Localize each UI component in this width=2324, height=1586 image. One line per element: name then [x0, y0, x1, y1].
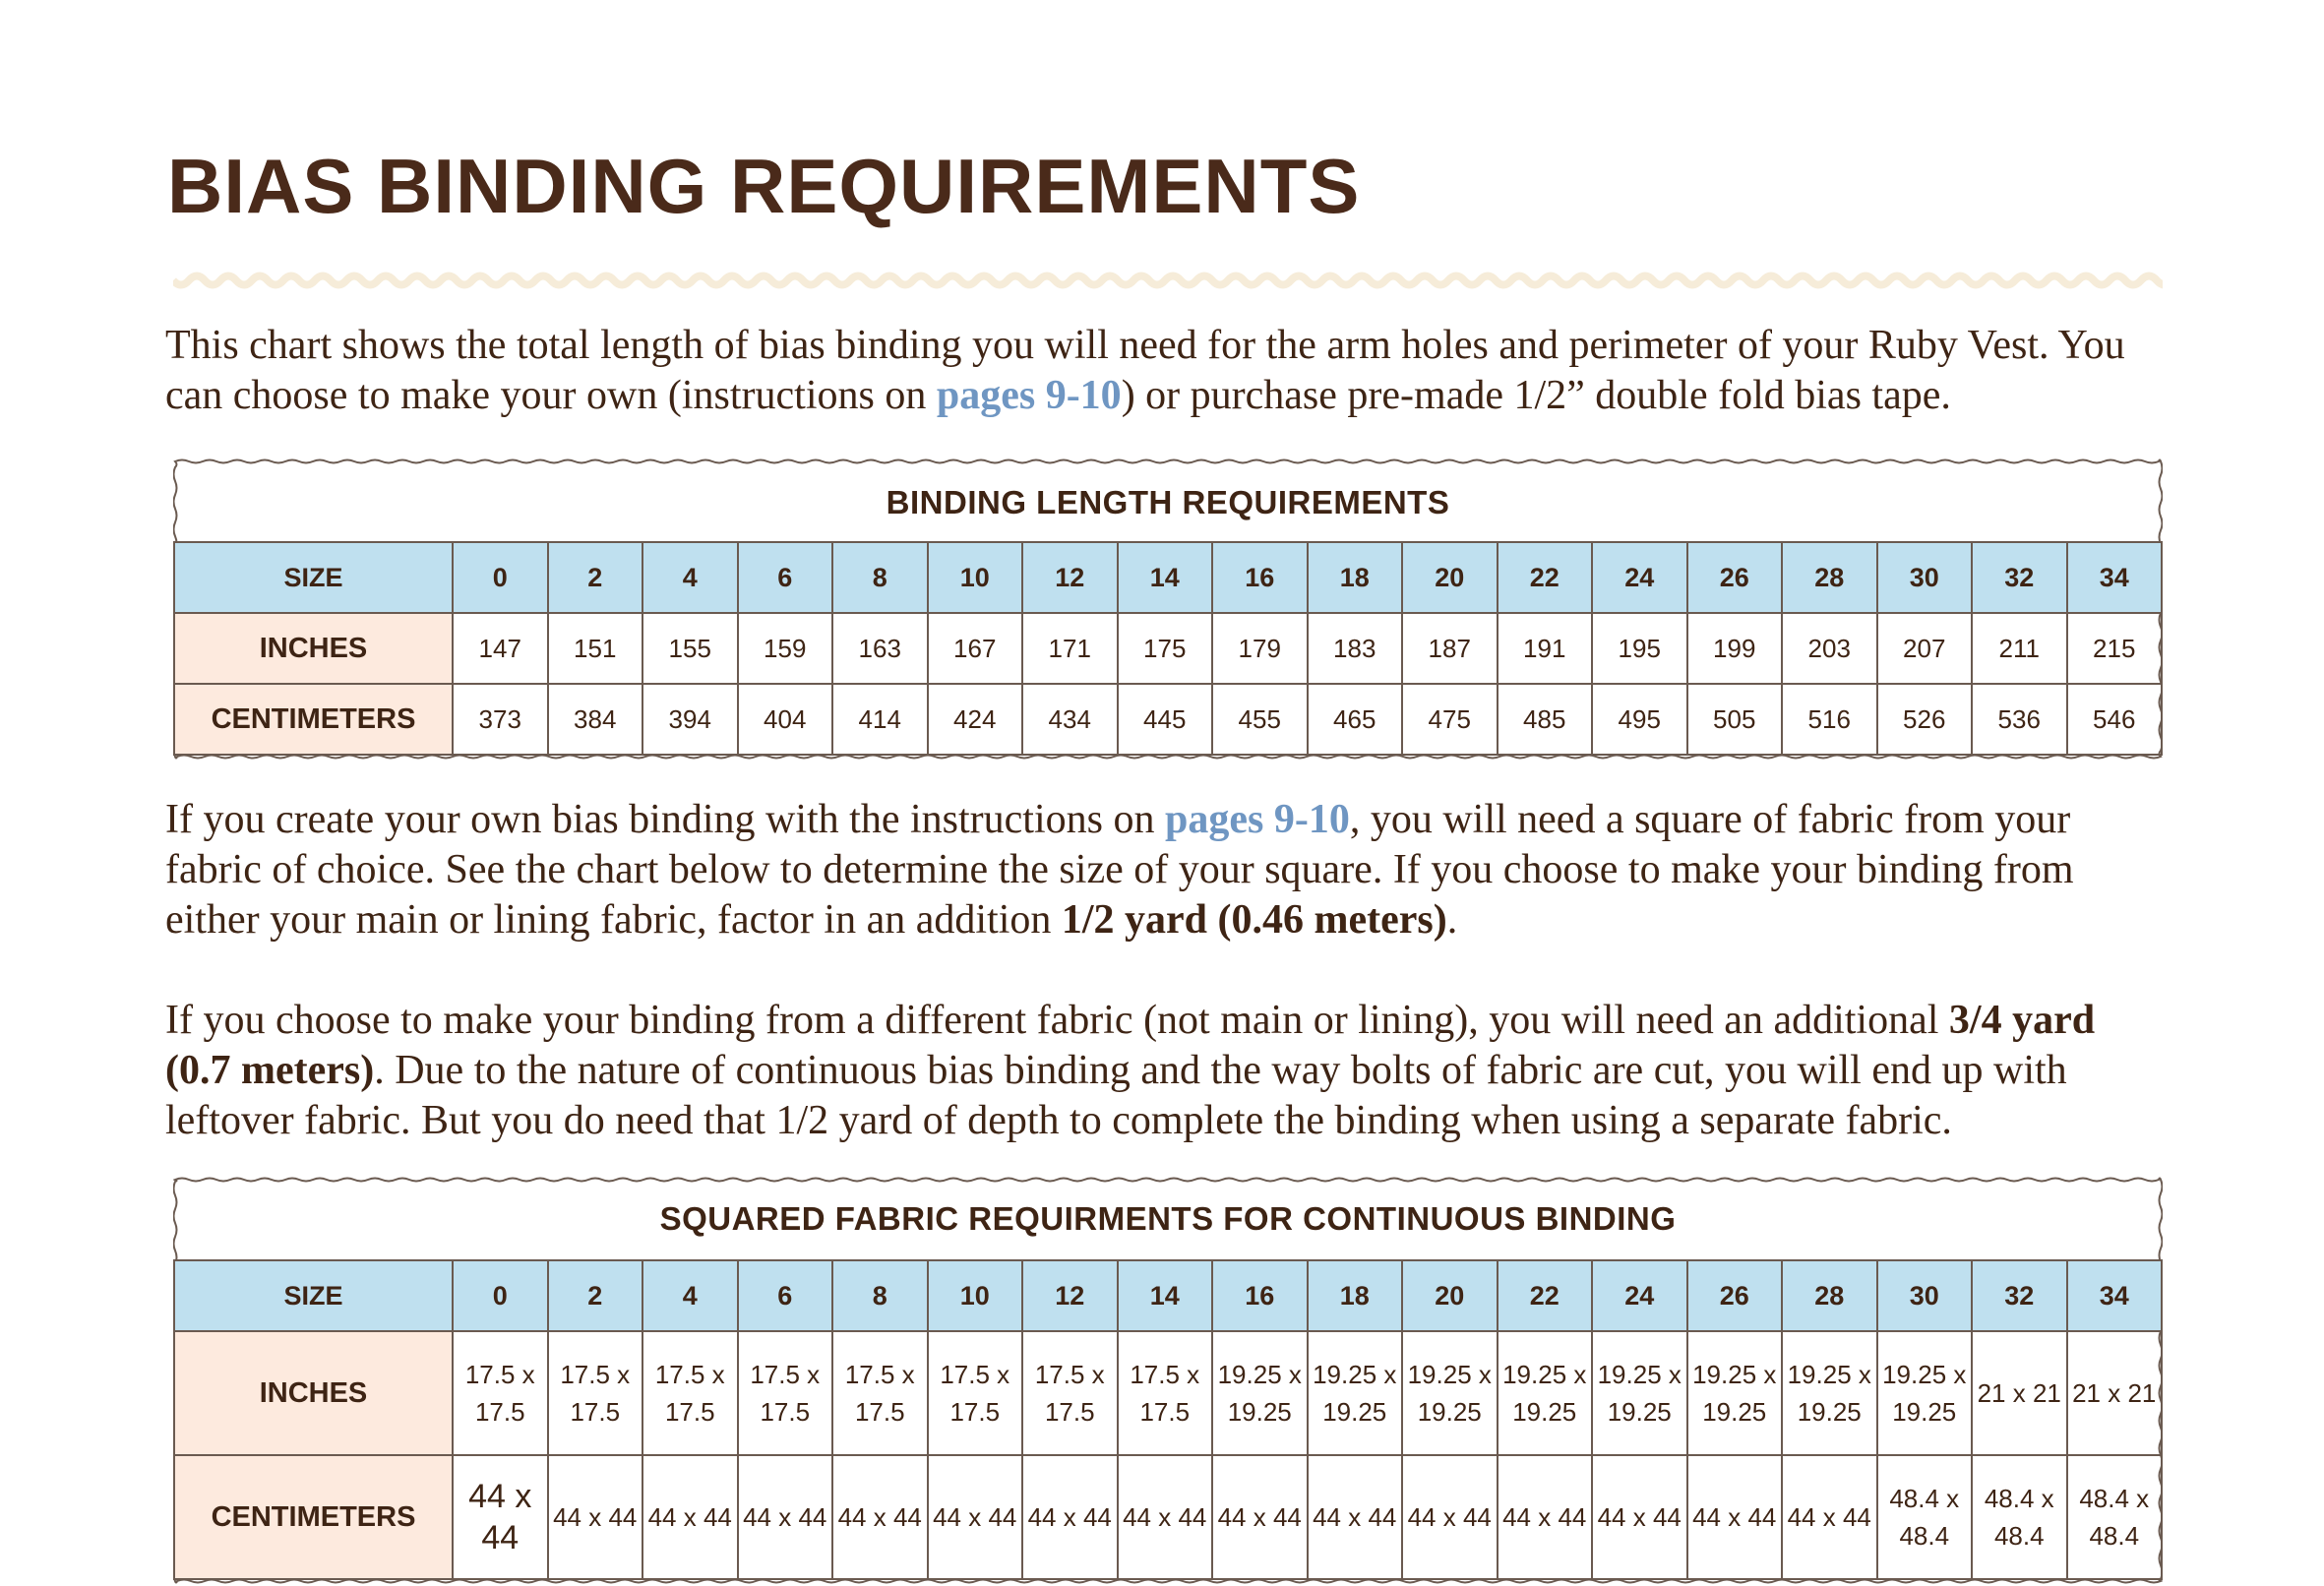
size-cell: 22: [1498, 1260, 1593, 1331]
cm-cell: 44 x 44: [832, 1455, 928, 1579]
inches-cell: 17.5 x 17.5: [548, 1331, 643, 1455]
cm-cell: 44 x 44: [1592, 1455, 1687, 1579]
cm-cell: 394: [642, 684, 738, 755]
size-cell: 22: [1498, 542, 1593, 613]
para3-text-end: . Due to the nature of continuous bias binding and the way bolts of fabric are cut, you will end up with leftover fabric. But you do need that 1/2 yard of depth to complete the binding when using a separate fabric.: [165, 1048, 2067, 1143]
cm-label: CENTIMETERS: [174, 684, 453, 755]
cm-cell: 48.4 x 48.4: [1972, 1455, 2067, 1579]
size-cell: 0: [453, 1260, 548, 1331]
cm-cell: 414: [832, 684, 928, 755]
cm-cell: 44 x 44: [1687, 1455, 1783, 1579]
cm-cell: 546: [2067, 684, 2163, 755]
size-cell: 2: [548, 1260, 643, 1331]
inches-cell: 17.5 x 17.5: [738, 1331, 833, 1455]
cm-cell: 384: [548, 684, 643, 755]
cm-cell: 373: [453, 684, 548, 755]
inches-cell: 199: [1687, 613, 1783, 684]
cm-cell: 44 x 44: [642, 1455, 738, 1579]
size-cell: 32: [1972, 1260, 2067, 1331]
cm-cell: 424: [928, 684, 1023, 755]
size-cell: 20: [1402, 542, 1498, 613]
page-title: BIAS BINDING REQUIREMENTS: [167, 143, 1361, 229]
size-cell: 26: [1687, 1260, 1783, 1331]
cm-cell: 44 x 44: [738, 1455, 833, 1579]
size-cell: 6: [738, 542, 833, 613]
cm-cell: 526: [1877, 684, 1973, 755]
size-cell: 30: [1877, 1260, 1973, 1331]
size-cell: 16: [1212, 1260, 1308, 1331]
inches-cell: 179: [1212, 613, 1308, 684]
cm-cell: 445: [1118, 684, 1213, 755]
inches-cell: 215: [2067, 613, 2163, 684]
size-label: SIZE: [174, 1260, 453, 1331]
inches-cell: 17.5 x 17.5: [1022, 1331, 1118, 1455]
pages-link-2[interactable]: pages 9-10: [1164, 797, 1350, 842]
size-cell: 8: [832, 1260, 928, 1331]
inches-cell: 147: [453, 613, 548, 684]
cm-row: [174, 684, 2162, 755]
para3-bold: 3/4 yard (0.7 meters): [165, 998, 2096, 1093]
cm-cell: 48.4 x 48.4: [2067, 1455, 2163, 1579]
inches-cell: 19.25 x 19.25: [1877, 1331, 1973, 1455]
size-cell: 26: [1687, 542, 1783, 613]
para2-bold: 1/2 yard (0.46 meters): [1061, 897, 1447, 943]
fabric-paragraph: [165, 996, 2163, 1146]
cm-cell: 404: [738, 684, 833, 755]
squared-fabric-table: [173, 1175, 2163, 1586]
cm-cell: 44 x 44: [453, 1455, 548, 1579]
size-cell: 12: [1022, 542, 1118, 613]
cm-cell: 455: [1212, 684, 1308, 755]
inches-cell: 203: [1782, 613, 1877, 684]
size-cell: 34: [2067, 1260, 2163, 1331]
cm-label: CENTIMETERS: [174, 1455, 453, 1579]
inches-cell: 17.5 x 17.5: [453, 1331, 548, 1455]
inches-cell: 21 x 21: [2067, 1331, 2163, 1455]
size-cell: 20: [1402, 1260, 1498, 1331]
para2-text-middle: , you will need a square of fabric from your fabric of choice. See the chart below to determine the size of your square. If you choose to make your binding from either your main or lining fabric, factor in an addition: [165, 797, 2074, 943]
table-caption: BINDING LENGTH REQUIREMENTS: [886, 484, 1450, 520]
inches-cell: 183: [1308, 613, 1403, 684]
cm-cell: 44 x 44: [928, 1455, 1023, 1579]
table-caption-2: SQUARED FABRIC REQUIRMENTS FOR CONTINUOUS BINDING: [659, 1200, 1677, 1237]
size-cell: 4: [642, 1260, 738, 1331]
inches-cell: 167: [928, 613, 1023, 684]
binding-length-table: [173, 457, 2163, 762]
inches-cell: 207: [1877, 613, 1973, 684]
inches-cell: 17.5 x 17.5: [928, 1331, 1023, 1455]
size-cell: 10: [928, 542, 1023, 613]
cm-cell: 434: [1022, 684, 1118, 755]
cm-cell: 44 x 44: [1782, 1455, 1877, 1579]
size-cell: 32: [1972, 542, 2067, 613]
inches-cell: 19.25 x 19.25: [1402, 1331, 1498, 1455]
size-row: [174, 542, 2162, 613]
inches-label: INCHES: [174, 613, 453, 684]
squared-grid: [173, 1259, 2163, 1580]
size-cell: 14: [1118, 542, 1213, 613]
inches-cell: 163: [832, 613, 928, 684]
size-cell: 4: [642, 542, 738, 613]
cm-cell: 505: [1687, 684, 1783, 755]
size-cell: 8: [832, 542, 928, 613]
size-cell: 24: [1592, 542, 1687, 613]
cm-cell: 495: [1592, 684, 1687, 755]
para2-text: If you create your own bias binding with the instructions on: [165, 797, 1165, 842]
cm-cell: 44 x 44: [1212, 1455, 1308, 1579]
inches-cell: 19.25 x 19.25: [1592, 1331, 1687, 1455]
cm-cell: 516: [1782, 684, 1877, 755]
inches-cell: 19.25 x 19.25: [1308, 1331, 1403, 1455]
cm-cell: 44 x 44: [548, 1455, 643, 1579]
para2-end: .: [1446, 897, 1458, 943]
inches-cell: 21 x 21: [1972, 1331, 2067, 1455]
inches-cell: 195: [1592, 613, 1687, 684]
inches-cell: 151: [548, 613, 643, 684]
intro-text-end: ) or purchase pre-made 1/2” double fold bias tape.: [1121, 373, 1951, 418]
inches-cell: 19.25 x 19.25: [1212, 1331, 1308, 1455]
inches-cell: 191: [1498, 613, 1593, 684]
size-cell: 12: [1022, 1260, 1118, 1331]
intro-paragraph: [165, 321, 2163, 421]
inches-cell: 211: [1972, 613, 2067, 684]
inches-cell: 19.25 x 19.25: [1498, 1331, 1593, 1455]
size-cell: 0: [453, 542, 548, 613]
cm-cell: 44 x 44: [1308, 1455, 1403, 1579]
cm-cell: 44 x 44: [1402, 1455, 1498, 1579]
inches-cell: 19.25 x 19.25: [1782, 1331, 1877, 1455]
intro-text: This chart shows the total length of bias binding you will need for the arm holes and perimeter of your Ruby Vest. You can choose to make your own (instructions on: [165, 323, 2125, 418]
binding-paragraph: [165, 795, 2163, 946]
size-cell: 16: [1212, 542, 1308, 613]
size-cell: 24: [1592, 1260, 1687, 1331]
inches-cell: 187: [1402, 613, 1498, 684]
binding-grid: [173, 541, 2163, 756]
cm-cell: 536: [1972, 684, 2067, 755]
cm-cell: 44 x 44: [1118, 1455, 1213, 1579]
cm-cell: 48.4 x 48.4: [1877, 1455, 1973, 1579]
pages-link[interactable]: pages 9-10: [936, 373, 1122, 418]
size-cell: 18: [1308, 1260, 1403, 1331]
inches-cell: 17.5 x 17.5: [832, 1331, 928, 1455]
inches-row: [174, 613, 2162, 684]
inches-cell: 19.25 x 19.25: [1687, 1331, 1783, 1455]
size-row: [174, 1260, 2162, 1331]
inches-label: INCHES: [174, 1331, 453, 1455]
size-cell: 2: [548, 542, 643, 613]
inches-row: [174, 1331, 2162, 1455]
size-cell: 10: [928, 1260, 1023, 1331]
cm-cell: 44 x 44: [1022, 1455, 1118, 1579]
decorative-divider: [173, 268, 2163, 293]
inches-cell: 175: [1118, 613, 1213, 684]
para3-text: If you choose to make your binding from a different fabric (not main or lining), you will need an additional: [165, 998, 1949, 1043]
cm-row: [174, 1455, 2162, 1579]
cm-cell: 485: [1498, 684, 1593, 755]
size-cell: 6: [738, 1260, 833, 1331]
size-label: SIZE: [174, 542, 453, 613]
cm-cell: 44 x 44: [1498, 1455, 1593, 1579]
inches-cell: 17.5 x 17.5: [1118, 1331, 1213, 1455]
inches-cell: 17.5 x 17.5: [642, 1331, 738, 1455]
size-cell: 34: [2067, 542, 2163, 613]
size-cell: 28: [1782, 1260, 1877, 1331]
size-cell: 18: [1308, 542, 1403, 613]
cm-cell: 465: [1308, 684, 1403, 755]
inches-cell: 171: [1022, 613, 1118, 684]
inches-cell: 155: [642, 613, 738, 684]
inches-cell: 159: [738, 613, 833, 684]
size-cell: 30: [1877, 542, 1973, 613]
size-cell: 14: [1118, 1260, 1213, 1331]
size-cell: 28: [1782, 542, 1877, 613]
cm-cell: 475: [1402, 684, 1498, 755]
